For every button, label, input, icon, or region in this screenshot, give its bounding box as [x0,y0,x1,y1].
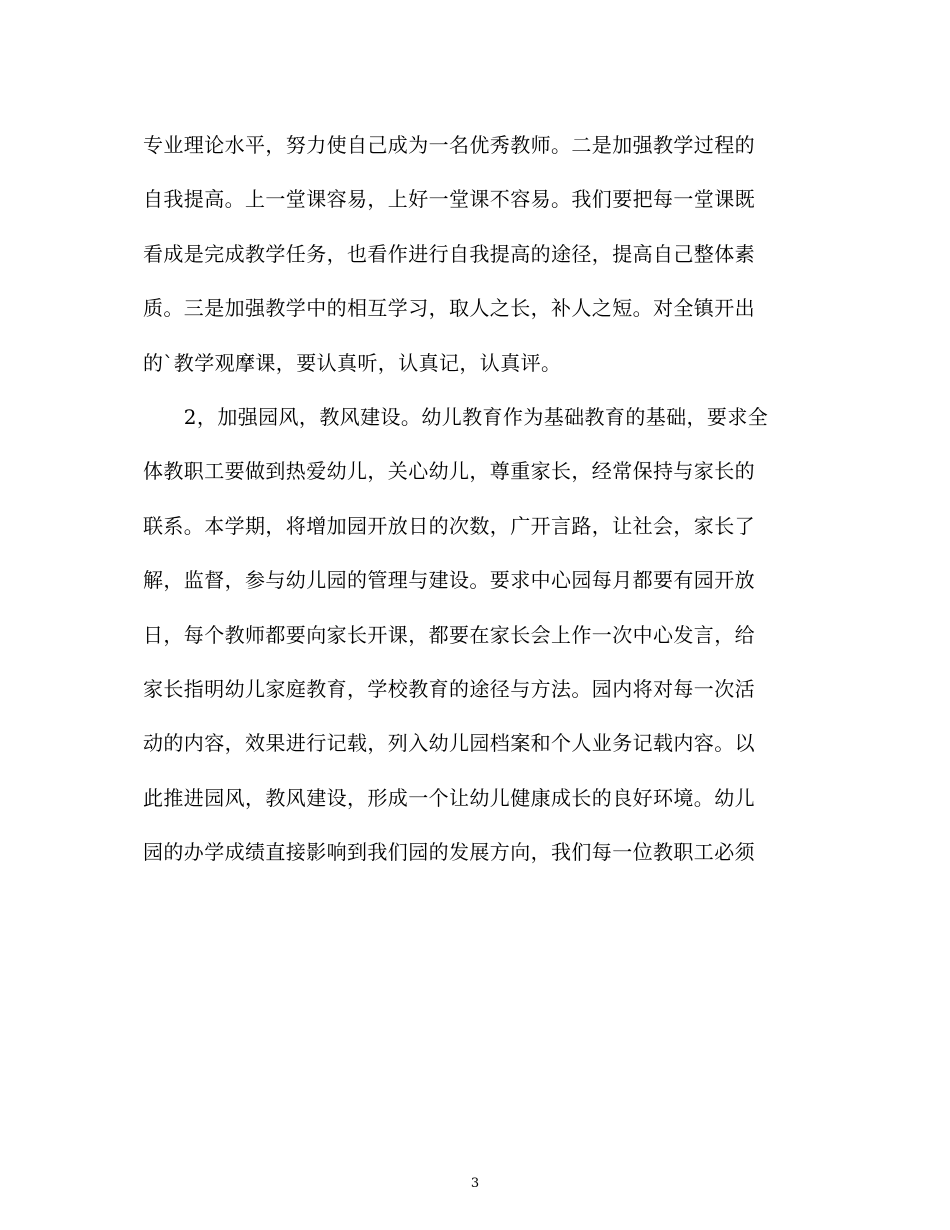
text-line: 园的办学成绩直接影响到我们园的发展方向，我们每一位教职工必须 [143,840,755,865]
text-line: 家长指明幼儿家庭教育，学校教育的途径与方法。园内将对每一次活 [143,676,755,701]
text-line: 解，监督，参与幼儿园的管理与建设。要求中心园每月都要有园开放 [143,568,755,593]
text-line: 联系。本学期，将增加园开放日的次数，广开言路，让社会，家长了 [143,513,755,538]
page-number: 3 [470,1176,480,1191]
text-line: 看成是完成教学任务，也看作进行自我提高的途径，提高自己整体素 [143,241,755,266]
text-line: 质。三是加强教学中的相互学习，取人之长，补人之短。对全镇开出 [143,296,755,321]
text-line: 日，每个教师都要向家长开课，都要在家长会上作一次中心发言，给 [143,622,755,647]
text-line: 2，加强园风，教风建设。幼儿教育作为基础教育的基础，要求全 [143,404,769,429]
text-line: 专业理论水平，努力使自己成为一名优秀教师。二是加强教学过程的 [143,133,755,157]
text-line: 动的内容，效果进行记载，列入幼儿园档案和个人业务记载内容。以 [143,731,755,756]
text-line: 此推进园风，教风建设，形成一个让幼儿健康成长的良好环境。幼儿 [143,785,755,810]
body-text [143,118,813,879]
text-line: 体教职工要做到热爱幼儿，关心幼儿，尊重家长，经常保持与家长的 [143,459,755,484]
text-line: 自我提高。上一堂课容易，上好一堂课不容易。我们要把每一堂课既 [143,187,755,212]
text-line: 的`教学观摩课，要认真听，认真记，认真评。 [143,350,562,375]
